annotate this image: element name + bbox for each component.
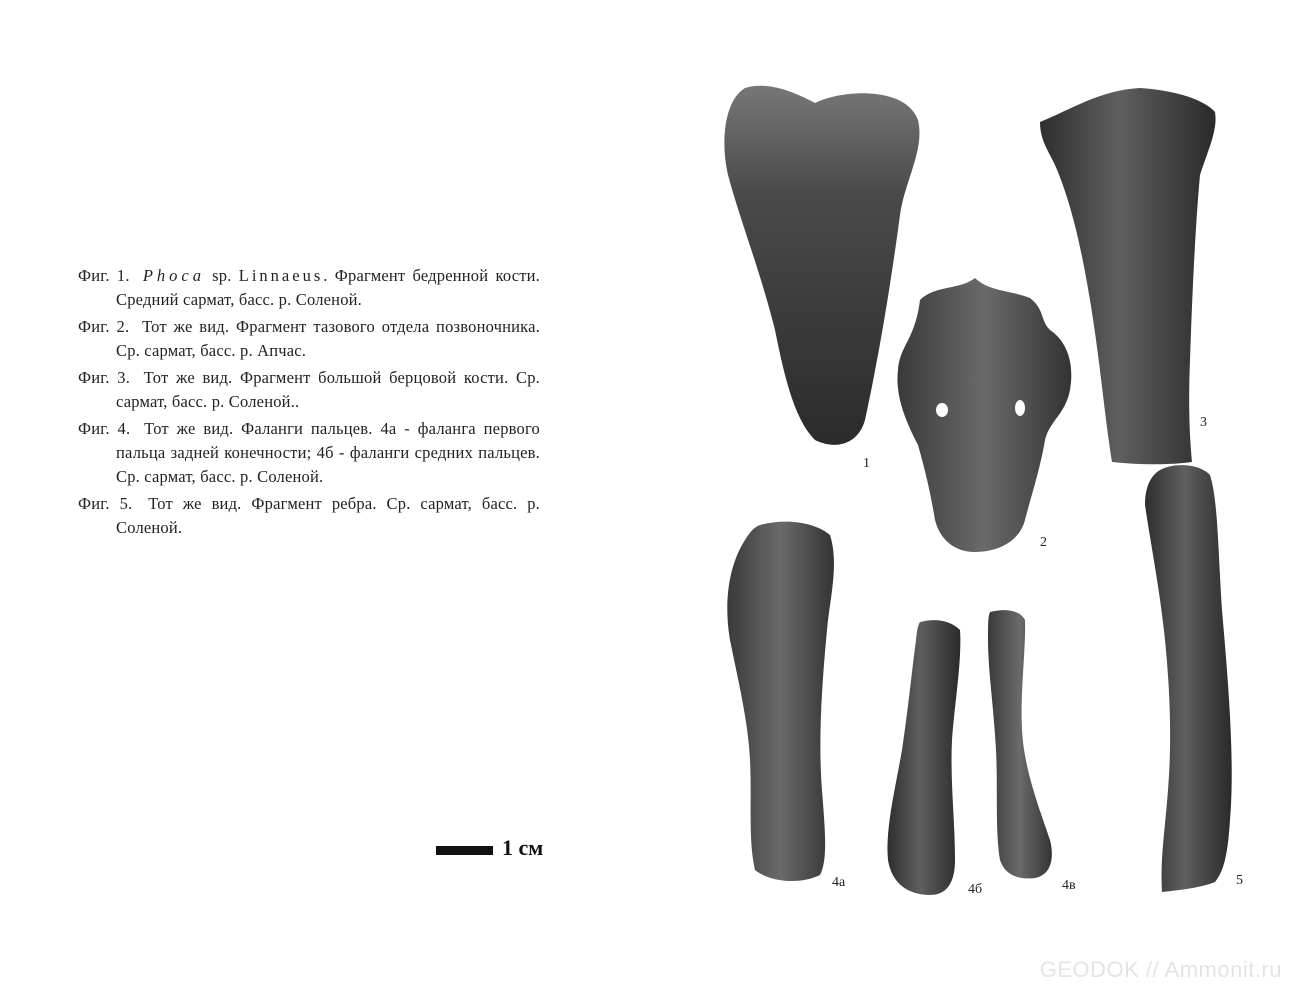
foramen-left <box>936 403 948 417</box>
caption-text: Тот же вид. Фрагмент большой берцовой кости. Ср. сармат, басс. р. Соленой.. <box>116 368 540 411</box>
specimen-4v-phalanx <box>988 610 1052 878</box>
specimen-1-femur <box>724 86 919 445</box>
figure-label-5: 5 <box>1236 873 1243 888</box>
specimen-4b-phalanx <box>887 620 960 895</box>
caption-text: Тот же вид. Фрагмент тазового отдела позвоночника. Ср. сармат, басс. р. Апчас. <box>116 317 540 360</box>
figure-label-1: 1 <box>863 456 870 471</box>
caption-genus: Phoca <box>142 266 205 285</box>
figure-label-4b: 4б <box>968 882 983 897</box>
caption-text: sp. <box>205 266 239 285</box>
caption-number: Фиг. 4. <box>78 419 131 438</box>
caption-number: Фиг. 1. <box>78 266 130 285</box>
scale-label: 1 см <box>502 835 544 860</box>
specimen-3-tibia <box>1040 88 1216 464</box>
specimen-2-vertebra <box>897 278 1071 552</box>
figure-label-4a: 4а <box>832 875 846 890</box>
figure-label-2: 2 <box>1040 535 1047 550</box>
caption-number: Фиг. 3. <box>78 368 131 387</box>
caption-author: Linnaeus <box>238 266 324 285</box>
foramen-right <box>1015 400 1025 416</box>
watermark: GEODOK // Ammonit.ru <box>1039 957 1282 982</box>
caption-number: Фиг. 2. <box>78 317 130 336</box>
specimen-5-rib <box>1145 465 1232 892</box>
caption-text: Тот же вид. Фаланги пальцев. 4а - фаланга первого пальца задней конечности; 4б - фаланги средних пальцев. Ср. сармат, басс. р. Соленой. <box>116 419 540 486</box>
figure-label-3: 3 <box>1200 415 1207 430</box>
caption-text: . Фрагмент бедренной кости. Средний сармат, басс. р. Соленой. <box>116 266 541 309</box>
caption-number: Фиг. 5. <box>78 494 133 513</box>
figure-label-4v: 4в <box>1062 878 1076 893</box>
specimen-4a-phalanx <box>727 522 834 881</box>
caption-text: Тот же вид. Фрагмент ребра. Ср. сармат, басс. р. Соленой. <box>116 494 540 537</box>
